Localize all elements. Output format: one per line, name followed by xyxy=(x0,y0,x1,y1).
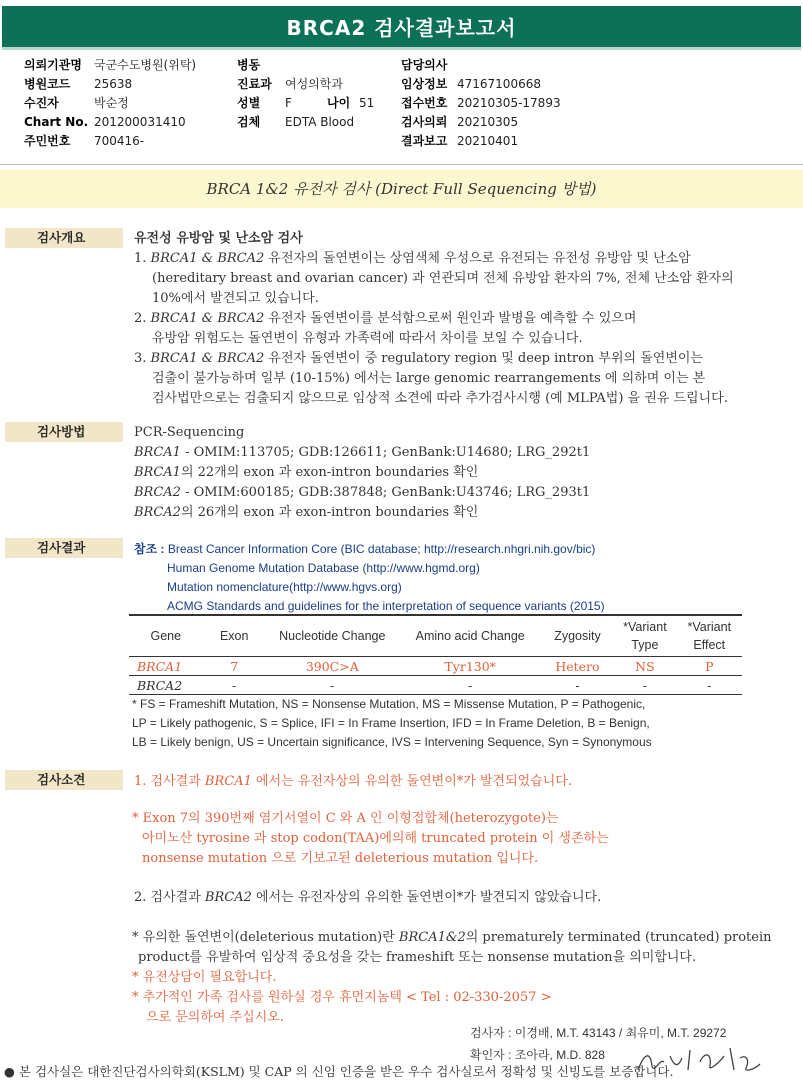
footnote-line: LP = Likely pathogenic, S = Splice, IFI = In Frame Insertion, IFD = In Frame Deletion, B = Benign, xyxy=(132,716,650,730)
overview-label: 검사개요 xyxy=(5,228,123,248)
table-footnotes xyxy=(132,695,652,752)
method-line: BRCA2 - OMIM:600185; GDB:387848; GenBank:U43746; LRG_293t1 xyxy=(134,485,591,500)
counsel-line: * 유전상담이 필요합니다. xyxy=(132,970,277,985)
sex-label: 성별 xyxy=(237,96,261,110)
cell-amino-acid: Tyr130* xyxy=(444,658,496,674)
method-line: BRCA1의 22개의 exon 과 exon-intron boundaries 확인 xyxy=(134,465,479,480)
reference-item: Breast Cancer Information Core (BIC database; http://research.nhgri.nih.gov/bic) xyxy=(167,542,596,556)
cell-gene: BRCA1 xyxy=(137,658,183,674)
finding-detail-line: nonsense mutation 으로 기보고된 deleterious mutation 입니다. xyxy=(142,851,539,866)
hospital-code-label: 병원코드 xyxy=(24,77,71,91)
overview-line: 검출이 불가능하며 일부 (10-15%) 에서는 large genomic rearrangements 에 의하며 이는 본 xyxy=(152,371,706,386)
overview-line: 3. BRCA1 & BRCA2 유전자 돌연변이 중 regulatory region 및 deep intron 부위의 돌연변이는 xyxy=(134,351,703,366)
bullet-icon: ● xyxy=(4,1064,19,1079)
clinical-info-label: 임상정보 xyxy=(401,77,448,91)
sex-value: F xyxy=(285,96,292,110)
hospital-value: 국군수도병원(위탁) xyxy=(94,58,197,72)
hospital-code-value: 25638 xyxy=(94,77,133,91)
variant-table xyxy=(129,614,742,695)
col-nucleotide: Nucleotide Change xyxy=(279,629,386,643)
cell-amino-acid: - xyxy=(468,677,473,693)
confirmer: 확인자 : 조아라, M.D. 828 xyxy=(470,1048,605,1062)
reference-item: Mutation nomenclature(http://www.hgvs.org) xyxy=(167,580,402,594)
report-title-bar xyxy=(0,0,803,56)
hospital-label: 의뢰기관명 xyxy=(24,58,82,72)
overview-line: 검사법만으로는 검출되지 않으므로 임상적 소견에 따라 추가검사시행 (예 MLPA법) 을 권유 드립니다. xyxy=(152,391,728,406)
finding-1-detail xyxy=(132,809,609,869)
cell-zygosity: Hetero xyxy=(555,658,600,674)
method-line: BRCA1 - OMIM:113705; GDB:126611; GenBank:U14680; LRG_292t1 xyxy=(134,445,591,460)
note-line: * 유의한 돌연변이(deleterious mutation)란 BRCA1&2의 prematurely terminated (truncated) protein xyxy=(132,930,772,945)
report-date-label: 결과보고 xyxy=(401,134,448,148)
age-value: 51 xyxy=(359,96,375,110)
ward-label: 병동 xyxy=(237,58,261,72)
clinical-info-value: 47167100668 xyxy=(457,77,541,91)
patient-value: 박순정 xyxy=(94,96,129,110)
report-date-value: 20210401 xyxy=(457,134,519,148)
table-row xyxy=(129,676,742,695)
request-date-label: 검사의뢰 xyxy=(401,115,448,129)
cell-exon: 7 xyxy=(230,658,239,674)
header-col1 xyxy=(24,57,196,150)
test-banner xyxy=(0,170,803,208)
reference-list xyxy=(134,540,605,616)
cell-nucleotide: - xyxy=(330,677,335,693)
family-test-line: 으로 문의하여 주십시오. xyxy=(146,1010,284,1025)
finding-2: 2. 검사결과 BRCA2 에서는 유전자상의 유의한 돌연변이*가 발견되지 않았습니다. xyxy=(134,890,602,905)
header-col3 xyxy=(401,57,561,150)
overview-heading: 유전성 유방암 및 난소암 검사 xyxy=(134,231,303,246)
patient-label: 수진자 xyxy=(24,96,59,110)
table-row xyxy=(129,657,742,676)
note-line: product를 유발하여 임상적 중요성을 갖는 frameshift 또는 nonsense mutation을 의미합니다. xyxy=(138,950,697,965)
overview-line: 10%에서 발견되고 있습니다. xyxy=(152,291,319,306)
specimen-label: 검체 xyxy=(237,115,261,129)
age-label: 나이 xyxy=(327,96,351,110)
certification-line xyxy=(4,1062,673,1082)
finding-notes xyxy=(132,928,772,1028)
cell-zygosity: - xyxy=(575,677,580,693)
cell-gene: BRCA2 xyxy=(137,677,183,693)
certification-text: 본 검사실은 대한진단검사의학회(KSLM) 및 CAP 의 신임 인증을 받은 우수 검사실로서 정확성 및 신빙도를 보증합니다. xyxy=(18,1064,674,1079)
col-gene: Gene xyxy=(150,629,182,643)
method-line: BRCA2의 26개의 exon 과 exon-intron boundaries 확인 xyxy=(134,505,479,520)
cell-variant-effect: P xyxy=(705,658,714,674)
result-label: 검사결과 xyxy=(5,538,123,558)
specimen-value: EDTA Blood xyxy=(285,115,355,129)
chart-no-label: Chart No. xyxy=(24,115,89,129)
method-heading: PCR-Sequencing xyxy=(134,425,245,440)
overview-line: 1. BRCA1 & BRCA2 유전자의 돌연변이는 상염색체 우성으로 유전되는 유전성 유방암 및 난소암 xyxy=(134,251,691,266)
col-amino-acid: Amino acid Change xyxy=(415,629,525,643)
header-divider xyxy=(0,164,803,165)
resident-no-value: 700416- xyxy=(94,134,145,148)
finding-detail-line: * Exon 7의 390번째 염기서열이 C 와 A 인 이형접합체(heterozygote)는 xyxy=(132,811,559,826)
reference-item: Human Genome Mutation Database (http://www.hgmd.org) xyxy=(167,561,480,575)
banner-text: BRCA 1&2 유전자 검사 (Direct Full Sequencing 방법) xyxy=(206,180,597,198)
cell-variant-effect: - xyxy=(707,677,712,693)
table-header-row xyxy=(129,615,742,657)
request-date-value: 20210305 xyxy=(457,115,519,129)
tester: 검사자 : 이경배, M.T. 43143 / 최유미, M.T. 29272 xyxy=(470,1026,727,1040)
col-variant-type: *Variant Type xyxy=(623,620,667,652)
receipt-no-label: 접수번호 xyxy=(401,96,448,110)
finding-1: 1. 검사결과 BRCA1 에서는 유전자상의 유의한 돌연변이*가 발견되었습니다. xyxy=(134,774,572,789)
cell-variant-type: NS xyxy=(635,658,655,674)
family-test-line: * 추가적인 가족 검사를 원하실 경우 휴먼지놈텍 < Tel : 02-330-2057 > xyxy=(132,990,552,1005)
overview-line: 유방암 위험도는 돌연변이 유형과 가족력에 따라서 차이를 보일 수 있습니다. xyxy=(152,331,583,346)
report-title: BRCA2 검사결과보고서 xyxy=(286,16,517,40)
col-zygosity: Zygosity xyxy=(554,629,601,643)
overview-line: (hereditary breast and ovarian cancer) 과 연관되며 전체 유방암 환자의 7%, 전체 난소암 환자의 xyxy=(152,271,734,286)
department-value: 여성의학과 xyxy=(285,77,343,91)
footnote-line: LB = Likely benign, US = Uncertain significance, IVS = Intervening Sequence, Syn = Synonymous xyxy=(132,735,652,749)
department-label: 진료과 xyxy=(237,77,272,91)
method-label: 검사방법 xyxy=(5,422,123,442)
title-band xyxy=(2,6,801,50)
header-col2 xyxy=(237,57,374,131)
method-body xyxy=(134,423,590,523)
cell-nucleotide: 390C>A xyxy=(305,658,359,674)
overview-line: 2. BRCA1 & BRCA2 유전자 돌연변이를 분석함으로써 원인과 발병을 예측할 수 있으며 xyxy=(134,311,637,326)
cell-exon: - xyxy=(232,677,237,693)
cell-variant-type: - xyxy=(642,677,648,693)
reference-item: ACMG Standards and guidelines for the interpretation of sequence variants (2015) xyxy=(167,599,605,613)
col-exon: Exon xyxy=(219,629,249,643)
resident-no-label: 주민번호 xyxy=(24,134,71,148)
physician-label: 담당의사 xyxy=(401,58,448,72)
chart-no-value: 201200031410 xyxy=(94,115,186,129)
col-variant-effect: *Variant Effect xyxy=(687,620,732,652)
footnote-line: * FS = Frameshift Mutation, NS = Nonsense Mutation, MS = Missense Mutation, P = Pathogenic, xyxy=(132,697,646,711)
findings-label: 검사소견 xyxy=(5,770,123,790)
reference-label: 참조 : xyxy=(134,542,165,556)
receipt-no-value: 20210305-17893 xyxy=(457,96,561,110)
finding-detail-line: 아미노산 tyrosine 과 stop codon(TAA)에의해 truncated protein 이 생존하는 xyxy=(142,831,609,846)
overview-body xyxy=(134,249,734,409)
